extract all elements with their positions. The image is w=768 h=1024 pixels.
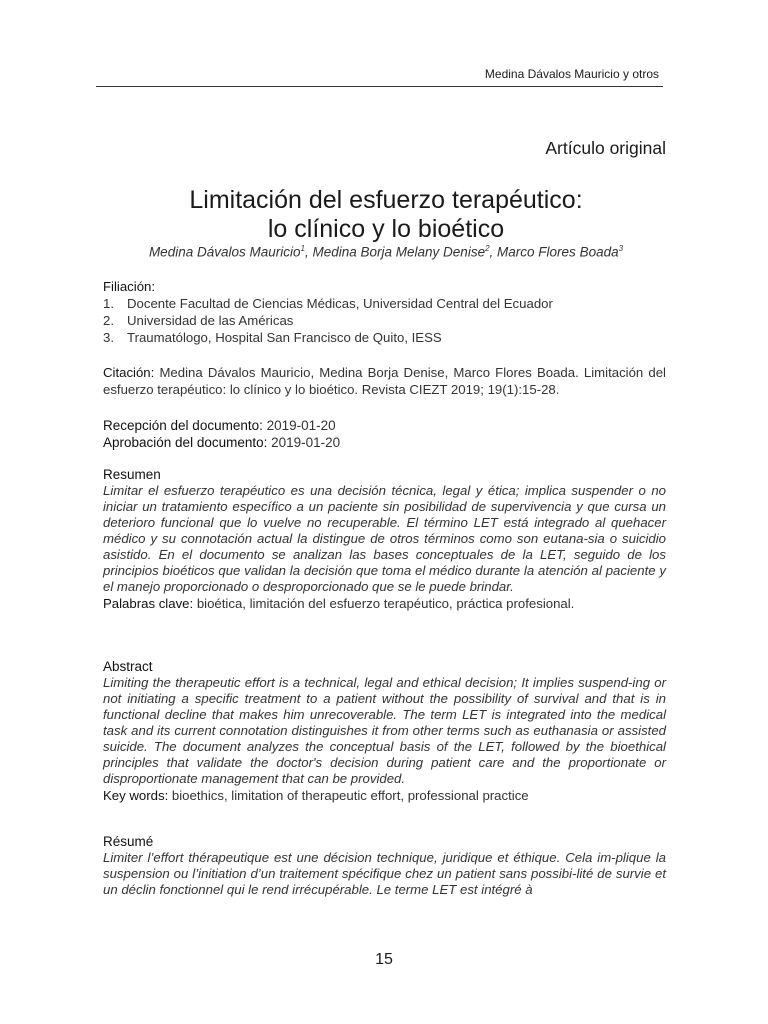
affiliation-item [103,295,666,312]
affiliation-text: Universidad de las Américas [127,313,294,328]
resumen-body: Limitar el esfuerzo terapéutico es una decisión técnica, legal y ética; implica suspender o no iniciar un tratamiento específico a un paciente sin posibilidad de supervivencia y que cursa un deterioro funcional que lo vuelve no recuperable. El término LET está integrado al quehacer médico y su connotación actual la distingue de otros términos como son eutana-sia o suicidio asistido. En el documento se analizan las bases conceptuales de la LET, seguido de los principios bioéticos que validan la decisión que toma el médico durante la atención al paciente y el manejo proporcionado o desproporcionado que se le puede brindar. [103,483,666,594]
author-3: Marco Flores Boada [497,244,619,260]
citation-block [103,364,666,398]
author-separator: , [304,244,313,260]
title-line-2: lo clínico y lo bioético [267,215,505,243]
resumen-keywords [103,595,666,612]
author-2-affil: 2 [485,244,490,253]
received-date [103,417,666,434]
affiliation-number: 3. [103,330,114,345]
abstract-heading: Abstract [103,659,153,674]
author-3-affil: 3 [618,244,624,253]
author-1-affil: 1 [300,244,305,253]
resume-heading: Résumé [103,834,154,849]
author-2: Medina Borja Melany Denise [312,244,486,260]
dates-block [103,417,666,451]
resume-section [103,833,666,898]
resumen-section [103,466,666,612]
approved-date [103,434,666,451]
article-title [96,186,676,244]
citation-label: Citación: [103,365,155,380]
affiliation-block [103,278,666,346]
affiliation-text: Traumatólogo, Hospital San Francisco de Quito, IESS [127,330,442,345]
affiliation-item [103,312,666,329]
author-list [96,244,676,260]
running-head: Medina Dávalos Mauricio y otros [484,67,659,81]
abstract-section [103,658,666,804]
affiliation-text: Docente Facultad de Ciencias Médicas, Universidad Central del Ecuador [127,296,553,311]
received-label: Recepción del documento: [103,418,263,433]
keywords-label: Key words: [103,788,169,803]
article-type: Artículo original [545,138,666,158]
abstract-keywords [103,787,666,804]
header-rule [96,86,663,87]
page-number: 15 [375,951,393,968]
author-separator: , [489,244,498,260]
resumen-heading: Resumen [103,467,161,482]
affiliation-number: 1. [103,296,114,311]
citation-text: Medina Dávalos Mauricio, Medina Borja Denise, Marco Flores Boada. Limitación del esfuerzo terapéutico: lo clínico y lo bioético. Revista CIEZT 2019; 19(1):15-28. [103,365,666,397]
keywords-text: bioethics, limitation of therapeutic effort, professional practice [168,788,529,803]
approved-label: Aprobación del documento: [103,435,268,450]
affiliation-number: 2. [103,313,114,328]
title-line-1: Limitación del esfuerzo terapéutico: [189,186,583,214]
approved-value: 2019-01-20 [267,435,341,450]
affiliation-label: Filiación: [103,279,156,294]
abstract-body: Limiting the therapeutic effort is a technical, legal and ethical decision; It implies suspend-ing or not initiating a specific treatment to a patient without the possibility of survival and that is in functional decline that makes him unrecoverable. The term LET is integrated into the medical task and its current connotation distinguishes it from other terms such as euthanasia or assisted suicide. The document analyzes the conceptual basis of the LET, followed by the bioethical principles that validate the doctor's decision during patient care and the proportionate or disproportionate management that can be provided. [103,675,666,786]
resume-body: Limiter l’effort thérapeutique est une décision technique, juridique et éthique. Cela im-plique la suspension ou l’initiation d’un traitement spécifique chez un patient sans possibi-lité de survie et un déclin fonctionnel qui le rend irrécupérable. Le terme LET est intégré à [103,850,666,897]
keywords-text: bioética, limitación del esfuerzo terapéutico, práctica profesional. [193,596,575,611]
author-1: Medina Dávalos Mauricio [148,244,301,260]
received-value: 2019-01-20 [262,418,336,433]
keywords-label: Palabras clave: [103,596,194,611]
affiliation-item [103,329,666,346]
